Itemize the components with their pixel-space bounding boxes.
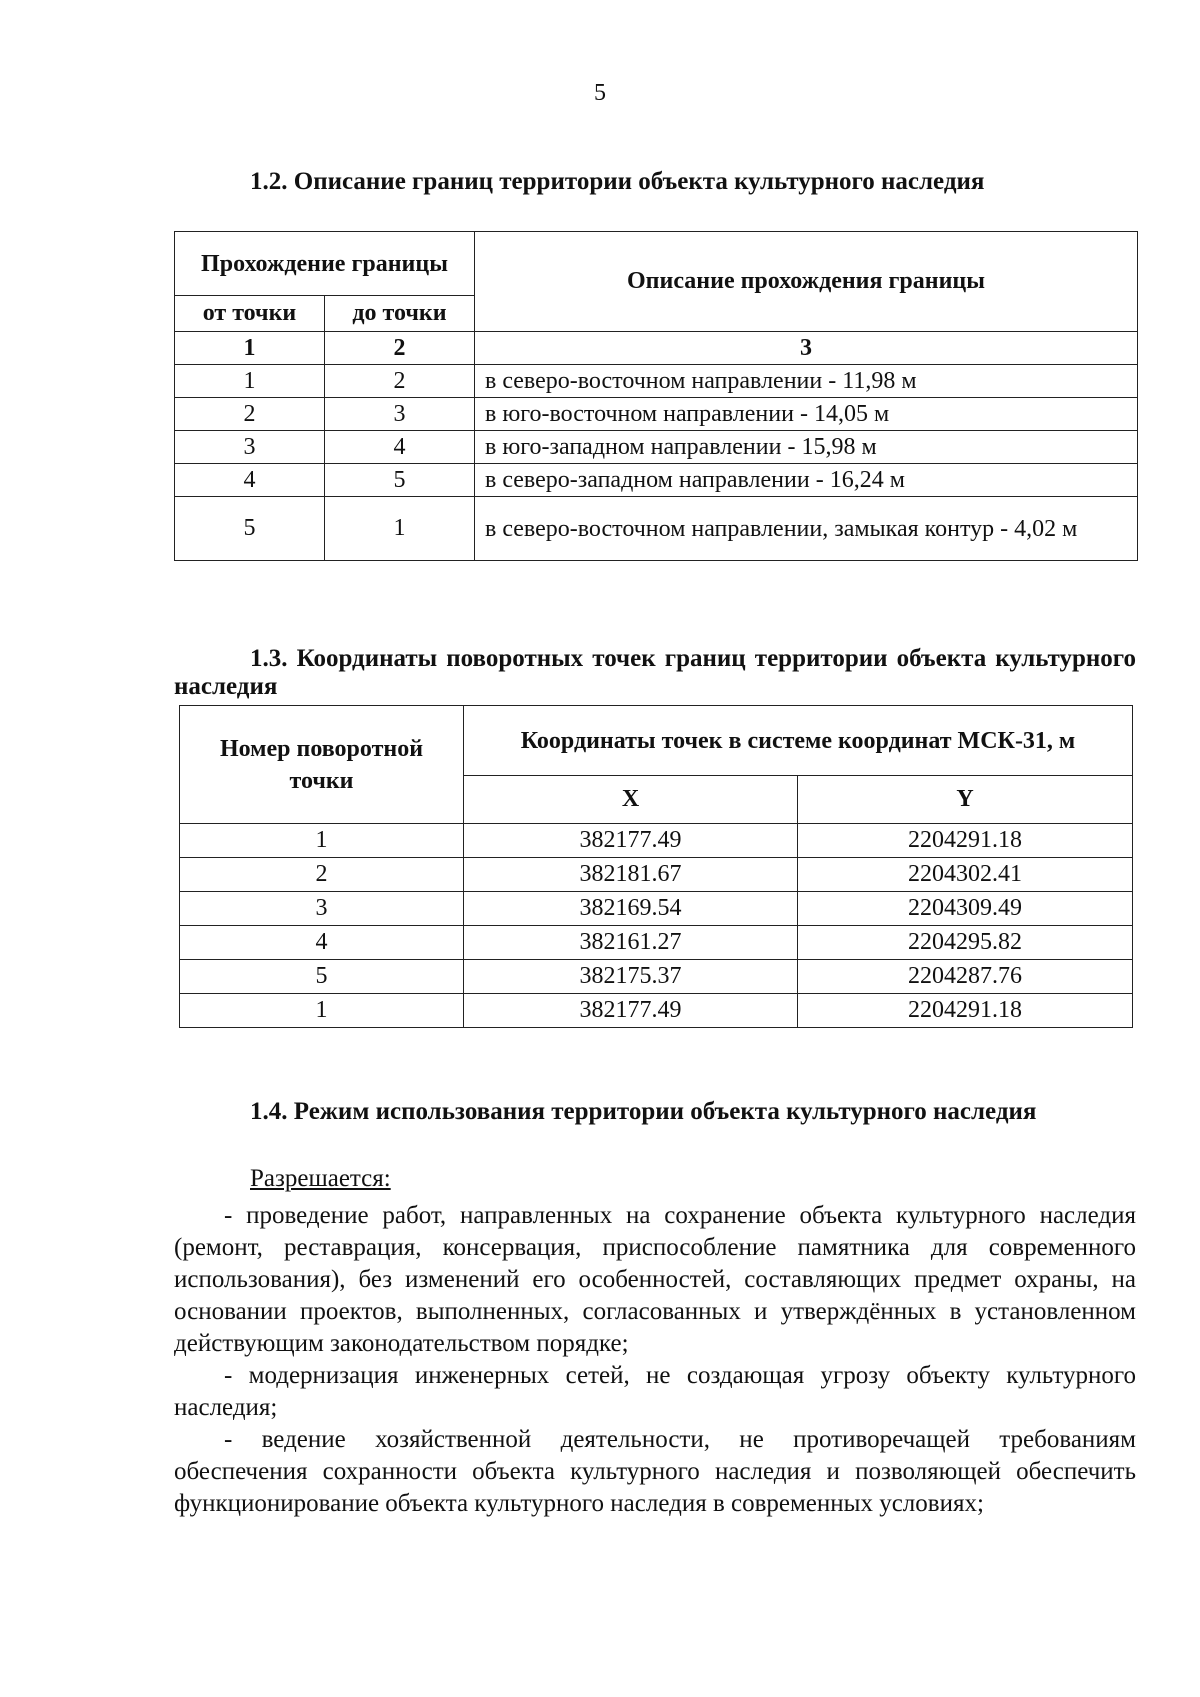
coords-header: Координаты точек в системе координат МСК-31, м [464, 706, 1133, 776]
from-cell: 2 [175, 398, 325, 431]
table-row [175, 497, 1138, 561]
x-cell: 382177.49 [464, 824, 798, 858]
point-cell: 1 [180, 824, 464, 858]
description-cell: в юго-западном направлении - 15,98 м [475, 431, 1138, 464]
description-cell: в северо-восточном направлении - 11,98 м [475, 365, 1138, 398]
to-cell: 1 [325, 497, 475, 561]
table-row [180, 892, 1133, 926]
point-cell: 5 [180, 960, 464, 994]
x-header: X [464, 776, 798, 824]
point-cell: 3 [180, 892, 464, 926]
table-row [175, 431, 1138, 464]
table-row [180, 926, 1133, 960]
description-cell: в северо-западном направлении - 16,24 м [475, 464, 1138, 497]
allowed-label: Разрешается: [250, 1165, 391, 1192]
boundary-table [174, 231, 1138, 561]
section-1-4-title: 1.4. Режим использования территории объекта культурного наследия [250, 1098, 1037, 1125]
to-cell: 4 [325, 431, 475, 464]
passage-header: Прохождение границы [175, 232, 475, 296]
table-row [180, 994, 1133, 1028]
from-cell: 5 [175, 497, 325, 561]
point-cell: 1 [180, 994, 464, 1028]
to-header: до точки [325, 296, 475, 332]
y-cell: 2204295.82 [798, 926, 1133, 960]
description-header: Описание прохождения границы [475, 232, 1138, 332]
list-item: - проведение работ, направленных на сохранение объекта культурного наследия (ремонт, реставрация, консервация, приспособление памятника для современного использования), без изменений его особенностей, составляющих предмет охраны, на основании проектов, выполненных, согласованных и утверждённых в установленном действующим законодательством порядке; [174, 1202, 1136, 1357]
x-cell: 382175.37 [464, 960, 798, 994]
y-cell: 2204291.18 [798, 994, 1133, 1028]
to-cell: 5 [325, 464, 475, 497]
point-header: Номер поворотной точки [180, 706, 464, 824]
allowed-list [174, 1200, 1136, 1520]
y-cell: 2204309.49 [798, 892, 1133, 926]
section-1-2-title: 1.2. Описание границ территории объекта культурного наследия [250, 168, 985, 195]
x-cell: 382181.67 [464, 858, 798, 892]
point-cell: 4 [180, 926, 464, 960]
y-header: Y [798, 776, 1133, 824]
table-row [175, 398, 1138, 431]
y-cell: 2204302.41 [798, 858, 1133, 892]
page-number: 5 [594, 80, 606, 106]
table-row [175, 464, 1138, 497]
description-cell: в юго-восточном направлении - 14,05 м [475, 398, 1138, 431]
y-cell: 2204291.18 [798, 824, 1133, 858]
coordinates-table [179, 705, 1133, 1028]
table-row [180, 824, 1133, 858]
x-cell: 382161.27 [464, 926, 798, 960]
table-row [175, 365, 1138, 398]
list-item: - модернизация инженерных сетей, не создающая угрозу объекту культурного наследия; [174, 1362, 1136, 1421]
list-item: - ведение хозяйственной деятельности, не противоречащей требованиям обеспечения сохранности объекта культурного наследия и позволяющей обеспечить функционирование объекта культурного наследия в современных условиях; [174, 1426, 1136, 1517]
table-row [180, 960, 1133, 994]
section-1-3-title: 1.3. Координаты поворотных точек границ территории объекта культурного наследия [174, 645, 1136, 700]
y-cell: 2204287.76 [798, 960, 1133, 994]
x-cell: 382169.54 [464, 892, 798, 926]
col-number: 1 [175, 332, 325, 365]
to-cell: 3 [325, 398, 475, 431]
from-cell: 3 [175, 431, 325, 464]
x-cell: 382177.49 [464, 994, 798, 1028]
from-cell: 4 [175, 464, 325, 497]
table-row [180, 858, 1133, 892]
point-cell: 2 [180, 858, 464, 892]
from-cell: 1 [175, 365, 325, 398]
description-cell: в северо-восточном направлении, замыкая контур - 4,02 м [475, 497, 1138, 561]
col-number: 2 [325, 332, 475, 365]
col-number: 3 [475, 332, 1138, 365]
to-cell: 2 [325, 365, 475, 398]
from-header: от точки [175, 296, 325, 332]
